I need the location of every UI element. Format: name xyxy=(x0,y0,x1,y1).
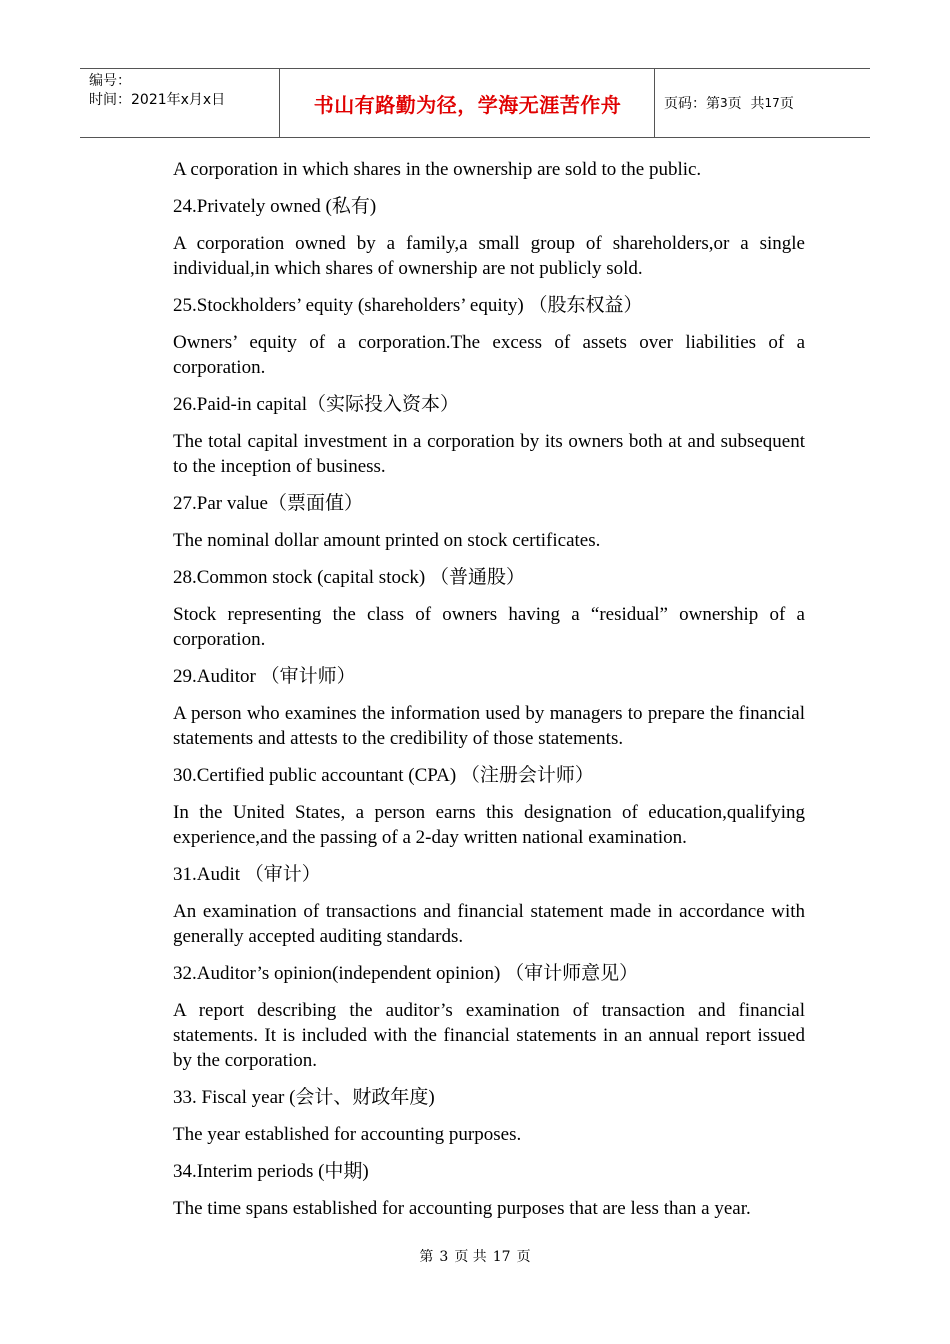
glossary-definition: A person who examines the information used by managers to prepare the financial statements and attests to the credibility of those statements. xyxy=(173,703,805,749)
glossary-definition: A corporation owned by a family,a small group of shareholders,or a single individual,in which shares of ownership are not publicly sold. xyxy=(173,233,805,279)
glossary-term: 28.Common stock (capital stock) （普通股） xyxy=(173,567,525,588)
glossary-definition: Owners’ equity of a corporation.The excess of assets over liabilities of a corporation. xyxy=(173,332,805,378)
footer-prefix: 第 xyxy=(419,1249,434,1265)
glossary-term: 32.Auditor’s opinion(independent opinion) （审计师意见） xyxy=(173,963,639,984)
page-footer xyxy=(0,1246,950,1266)
footer-mid: 页 共 xyxy=(454,1249,487,1265)
footer-current: 3 xyxy=(439,1249,449,1265)
glossary-term: 30.Certified public accountant (CPA) （注册会计师） xyxy=(173,765,594,786)
glossary-definition: The time spans established for accounting purposes that are less than a year. xyxy=(173,1198,751,1219)
glossary-term: 31.Audit （审计） xyxy=(173,864,321,885)
glossary-term: 27.Par value（票面值） xyxy=(173,493,363,514)
glossary-definition: The total capital investment in a corporation by its owners both at and subsequent to the inception of business. xyxy=(173,431,805,477)
page-header xyxy=(80,68,870,138)
glossary-definition: The year established for accounting purposes. xyxy=(173,1124,522,1145)
page-mid: 页 共 xyxy=(727,96,765,112)
glossary-term: 34.Interim periods (中期) xyxy=(173,1161,369,1182)
glossary-term: 33. Fiscal year (会计、财政年度) xyxy=(173,1087,435,1108)
glossary-definition: A corporation in which shares in the ownership are sold to the public. xyxy=(173,159,702,180)
glossary-content xyxy=(173,157,805,1233)
glossary-definition: The nominal dollar amount printed on stock certificates. xyxy=(173,530,601,551)
glossary-definition: An examination of transactions and financial statement made in accordance with generally accepted auditing standards. xyxy=(173,901,805,947)
glossary-term: 24.Privately owned (私有) xyxy=(173,196,377,217)
page-current: 3 xyxy=(720,96,728,110)
footer-total: 17 xyxy=(492,1249,511,1265)
page-total: 17 xyxy=(764,96,780,110)
header-meta xyxy=(80,69,280,137)
header-motto-cell xyxy=(281,69,655,137)
page-suffix: 页 xyxy=(779,96,794,112)
header-motto: 书山有路勤为径，学海无涯苦作舟 xyxy=(313,92,622,117)
page-prefix: 页码：第 xyxy=(664,96,720,112)
header-page-indicator xyxy=(655,69,870,137)
document-number-label: 编号： xyxy=(89,73,131,89)
document-date-label: 时间：2021年x月x日 xyxy=(89,92,226,108)
glossary-term: 26.Paid-in capital（实际投入资本） xyxy=(173,394,460,415)
glossary-term: 29.Auditor （审计师） xyxy=(173,666,356,687)
glossary-definition: In the United States, a person earns this designation of education,qualifying experience,and the passing of a 2-day written national examination. xyxy=(173,802,805,848)
glossary-definition: Stock representing the class of owners having a “residual” ownership of a corporation. xyxy=(173,604,805,650)
footer-suffix: 页 xyxy=(516,1249,531,1265)
glossary-definition: A report describing the auditor’s examination of transaction and financial statements. It is included with the financial statements in an annual report issued by the corporation. xyxy=(173,1000,805,1071)
glossary-term: 25.Stockholders’ equity (shareholders’ equity) （股东权益） xyxy=(173,295,643,316)
